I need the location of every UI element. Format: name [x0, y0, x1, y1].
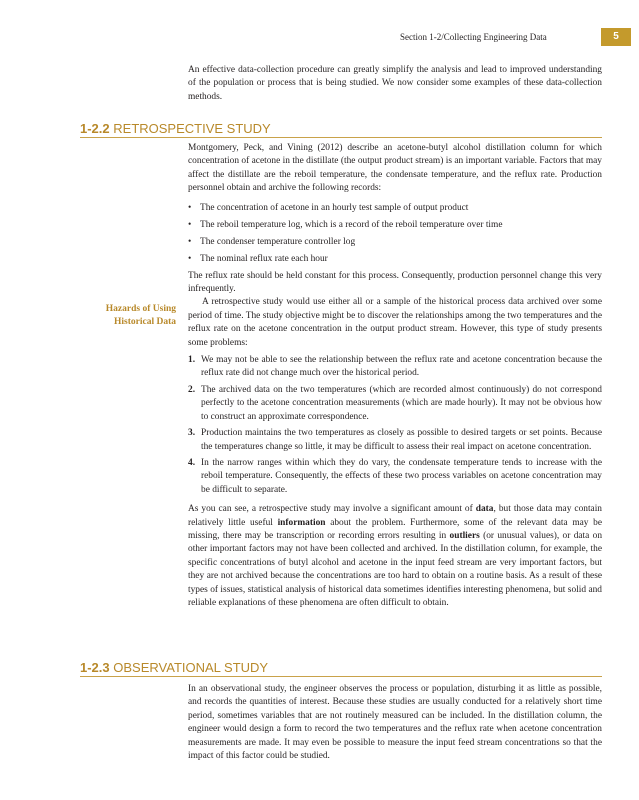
- list-item: • The reboil temperature log, which is a record of the reboil temperature over time: [188, 219, 602, 231]
- paragraph-1: Montgomery, Peck, and Vining (2012) describe an acetone-butyl alcohol distillation column for which concentration of acetone in the distillate (the output product stream) is an important variable. Factors that may affect the distillate are the reboil temperature, the condensate temperature, and the reflux rate. Production personnel obtain and archive the following records:: [188, 143, 602, 194]
- problems-list: [188, 354, 602, 497]
- list-item: • The concentration of acetone in an hourly test sample of output product: [188, 202, 602, 214]
- intro-text: An effective data-collection procedure can greatly simplify the analysis and lead to improved understanding of the population or process that is being studied. We now consider some examples of these data-collection methods.: [188, 65, 602, 102]
- term-information: information: [277, 517, 326, 528]
- list-item: 3. Production maintains the two temperatures as closely as possible to desired targets or set points. Because the temperatures change so little, it may be difficult to assess their real impact on acetone concentration.: [188, 428, 602, 452]
- page-number-badge: 5: [601, 28, 631, 46]
- intro-paragraph: [188, 64, 602, 104]
- section-heading-retrospective: [80, 121, 602, 138]
- list-item: 4. In the narrow ranges within which they do vary, the condensate temperature tends to increase with the reboil temperature. Consequently, the effects of these two process variables on acetone concentration may be difficult to separate.: [188, 457, 602, 495]
- section-title: RETROSPECTIVE STUDY: [113, 121, 271, 136]
- retrospective-body: [188, 142, 602, 610]
- paragraph-4: As you can see, a retrospective study may involve a significant amount of data, but those data may contain relatively little useful information about the problem. Furthermore, some of the relevant data may be missing, there may be transcription or recording errors resulting in outliers (or unusual values), or data on other important factors may not have been collected and archived. In the distillation column, for example, the specific concentrations of butyl alcohol and acetone in the input feed stream are very important factors, but they are not archived because the concentrations are too hard to obtain on a routine basis. As a result of these types of issues, statistical analysis of historical data sometimes identifies interesting phenomena, but solid and reliable explanations of these phenomena are often difficult to obtain.: [188, 504, 603, 608]
- section-title: OBSERVATIONAL STUDY: [113, 660, 269, 675]
- section-number: 1-2.2: [80, 121, 110, 136]
- term-data: data: [475, 504, 494, 515]
- observational-body: [188, 683, 602, 763]
- list-item: • The nominal reflux rate each hour: [188, 253, 602, 265]
- list-item: • The condenser temperature controller log: [188, 236, 602, 248]
- margin-note-hazards: Hazards of Using Historical Data: [105, 304, 176, 327]
- section-heading-observational: [80, 660, 602, 677]
- records-list: [188, 202, 602, 265]
- list-item: 2. The archived data on the two temperatures (which are recorded almost continuously) do not correspond perfectly to the acetone concentration measurements (which are made hourly). It may not be obvious how to construct an approximate correspondence.: [188, 384, 602, 422]
- section-number: 1-2.3: [80, 660, 110, 675]
- paragraph-2: The reflux rate should be held constant for this process. Consequently, production personnel change this very infrequently.: [188, 270, 602, 295]
- running-header: Section 1-2/Collecting Engineering Data: [400, 32, 547, 42]
- list-item: 1. We may not be able to see the relationship between the reflux rate and acetone concentration because the reflux rate did not change much over the historical period.: [188, 355, 602, 379]
- paragraph-observational: In an observational study, the engineer observes the process or population, disturbing it as little as possible, and records the quantities of interest. Because these studies are usually conducted for a relatively short time period, sometimes variables that are not routinely measured can be included. In the distillation column, the engineer would design a form to record the two temperatures and the reflux rate when acetone concentration measurements are made. It may even be possible to measure the input feed stream concentrations so that the impact of this factor could be studied.: [188, 684, 602, 762]
- term-outliers: outliers: [449, 530, 480, 541]
- paragraph-3: A retrospective study would use either all or a sample of the historical process data archived over some period of time. The study objective might be to discover the relationships among the two temperatures and the reflux rate on the acetone concentration in the output product stream. However, this type of study presents some problems:: [188, 297, 602, 348]
